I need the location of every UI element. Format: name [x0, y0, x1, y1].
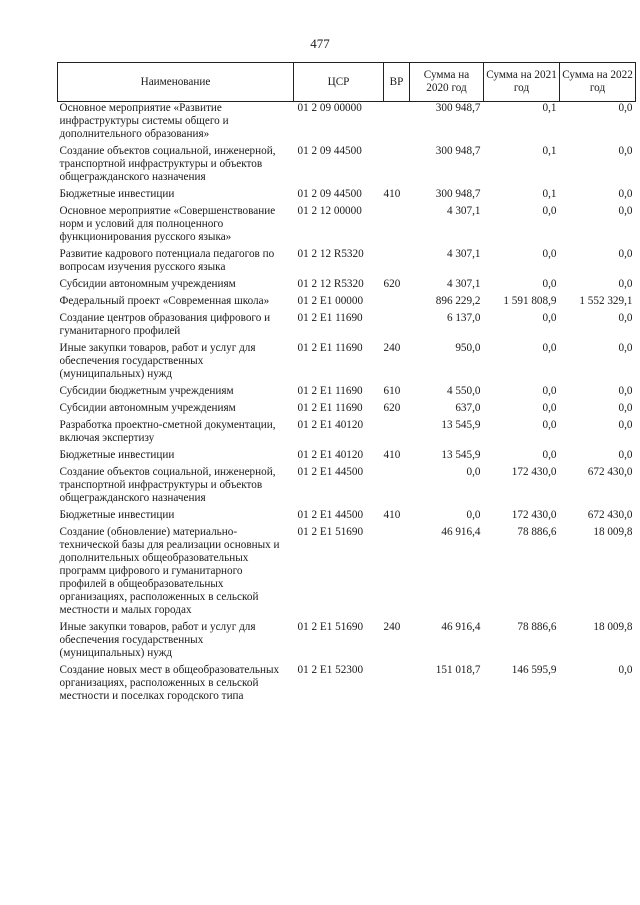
- table-row: [58, 342, 636, 381]
- cell-2021: 0,0: [542, 205, 557, 217]
- table-header: [58, 63, 636, 102]
- cell-name: Основное мероприятие «Совершенствование норм и условий для полноценного функционирования русского языка»: [59, 205, 276, 243]
- table-row: [58, 466, 636, 505]
- cell-vr: [384, 466, 410, 505]
- cell-2020: 300 948,7: [435, 145, 481, 157]
- cell-2020: 4 307,1: [446, 278, 481, 290]
- cell-csr: 01 2 E1 00000: [297, 295, 364, 307]
- cell-2022: 0,0: [618, 312, 633, 324]
- table-row: [58, 664, 636, 703]
- cell-vr: [384, 419, 410, 445]
- cell-2021: 0,0: [542, 402, 557, 414]
- table-row: [58, 621, 636, 660]
- row-spacer-cell: [58, 703, 636, 707]
- cell-2021: 0,0: [542, 419, 557, 431]
- table-row: [58, 188, 636, 201]
- cell-2020: 4 307,1: [446, 205, 481, 217]
- cell-csr: 01 2 12 R5320: [297, 248, 364, 260]
- cell-2020: 637,0: [455, 402, 481, 414]
- cell-name: Иные закупки товаров, работ и услуг для обеспечения государственных (муниципальных) нужд: [59, 342, 256, 380]
- cell-2021: 0,0: [542, 312, 557, 324]
- cell-2021: 172 430,0: [511, 509, 557, 521]
- table-row: [58, 449, 636, 462]
- cell-2021: 146 595,9: [511, 664, 557, 676]
- cell-csr: 01 2 E1 11690: [297, 385, 363, 397]
- header-2021: Сумма на 2021 год: [484, 63, 560, 102]
- cell-csr: 01 2 09 44500: [297, 188, 362, 200]
- cell-vr: 410: [383, 449, 401, 461]
- header-vr: ВР: [384, 63, 410, 102]
- cell-name: Бюджетные инвестиции: [59, 509, 175, 521]
- table-row: [58, 385, 636, 398]
- table-row: [58, 526, 636, 617]
- cell-2022: 0,0: [618, 102, 633, 114]
- table-row: [58, 145, 636, 184]
- cell-2020: 151 018,7: [435, 664, 481, 676]
- cell-vr: 410: [383, 509, 401, 521]
- cell-2021: 78 886,6: [517, 621, 557, 633]
- cell-name: Иные закупки товаров, работ и услуг для обеспечения государственных (муниципальных) нужд: [59, 621, 256, 659]
- cell-csr: 01 2 E1 52300: [297, 664, 364, 676]
- table-row: [58, 102, 636, 142]
- cell-vr: [384, 248, 410, 274]
- cell-2022: 0,0: [618, 145, 633, 157]
- cell-2022: 0,0: [618, 205, 633, 217]
- cell-vr: 240: [383, 342, 401, 354]
- cell-2020: 4 550,0: [446, 385, 481, 397]
- cell-name: Создание центров образования цифрового и гуманитарного профилей: [59, 312, 271, 337]
- cell-2022: 0,0: [618, 385, 633, 397]
- table-row: [58, 248, 636, 274]
- cell-vr: [384, 664, 410, 703]
- cell-2022: 1 552 329,1: [579, 295, 633, 307]
- cell-vr: [384, 102, 410, 142]
- cell-vr: 240: [383, 621, 401, 633]
- cell-vr: [384, 145, 410, 184]
- cell-2022: 0,0: [618, 248, 633, 260]
- cell-csr: 01 2 E1 51690: [297, 526, 364, 538]
- cell-2022: 18 009,8: [593, 621, 633, 633]
- table-row: [58, 509, 636, 522]
- cell-2022: 0,0: [618, 278, 633, 290]
- cell-name: Развитие кадрового потенциала педагогов по вопросам изучения русского языка: [59, 248, 275, 273]
- cell-name: Основное мероприятие «Развитие инфраструктуры системы общего и дополнительного образования»: [59, 102, 229, 140]
- table-row: [58, 402, 636, 415]
- cell-2020: 46 916,4: [441, 621, 481, 633]
- cell-vr: 620: [383, 402, 401, 414]
- cell-vr: [384, 295, 410, 308]
- cell-csr: 01 2 09 00000: [297, 102, 362, 114]
- cell-2020: 4 307,1: [446, 248, 481, 260]
- table-row: [58, 295, 636, 308]
- cell-2022: 0,0: [618, 664, 633, 676]
- cell-vr: 610: [383, 385, 401, 397]
- cell-2020: 300 948,7: [435, 188, 481, 200]
- cell-2020: 896 229,2: [435, 295, 481, 307]
- cell-2022: 0,0: [618, 419, 633, 431]
- cell-2020: 950,0: [455, 342, 481, 354]
- cell-2021: 0,0: [542, 342, 557, 354]
- cell-name: Бюджетные инвестиции: [59, 188, 175, 200]
- table-row: [58, 278, 636, 291]
- row-spacer: [58, 703, 636, 707]
- table-row: [58, 419, 636, 445]
- cell-2021: 0,0: [542, 449, 557, 461]
- cell-2020: 13 545,9: [441, 419, 481, 431]
- cell-vr: [384, 205, 410, 244]
- cell-2022: 672 430,0: [587, 509, 633, 521]
- cell-name: Создание объектов социальной, инженерной, транспортной инфраструктуры и объектов общегражданского назначения: [59, 466, 276, 504]
- cell-2021: 172 430,0: [511, 466, 557, 478]
- header-name: Наименование: [58, 63, 294, 102]
- cell-name: Субсидии бюджетным учреждениям: [59, 385, 234, 397]
- cell-vr: [384, 526, 410, 617]
- cell-csr: 01 2 E1 11690: [297, 312, 363, 324]
- cell-name: Бюджетные инвестиции: [59, 449, 175, 461]
- cell-2022: 672 430,0: [587, 466, 633, 478]
- cell-2021: 0,0: [542, 248, 557, 260]
- cell-2021: 1 591 808,9: [503, 295, 557, 307]
- cell-2021: 0,1: [542, 102, 557, 114]
- cell-vr: [384, 312, 410, 338]
- cell-vr: 410: [383, 188, 401, 200]
- cell-csr: 01 2 12 R5320: [297, 278, 364, 290]
- cell-2021: 0,0: [542, 385, 557, 397]
- cell-name: Субсидии автономным учреждениям: [59, 278, 236, 290]
- cell-csr: 01 2 12 00000: [297, 205, 362, 217]
- cell-name: Субсидии автономным учреждениям: [59, 402, 236, 414]
- cell-2020: 0,0: [466, 466, 481, 478]
- cell-2020: 300 948,7: [435, 102, 481, 114]
- cell-2020: 46 916,4: [441, 526, 481, 538]
- table-row: [58, 205, 636, 244]
- cell-name: Создание новых мест в общеобразовательных организациях, расположенных в сельской местности и поселках городского типа: [59, 664, 280, 702]
- table-row: [58, 312, 636, 338]
- page-number: 477: [310, 36, 330, 51]
- cell-2022: 18 009,8: [593, 526, 633, 538]
- cell-name: Разработка проектно-сметной документации, включая экспертизу: [59, 419, 276, 444]
- header-2020: Сумма на 2020 год: [410, 63, 484, 102]
- budget-table: [57, 62, 636, 707]
- cell-2020: 13 545,9: [441, 449, 481, 461]
- cell-2022: 0,0: [618, 188, 633, 200]
- cell-name: Создание (обновление) материально-технической базы для реализации основных и дополнительных общеобразовательных программ цифрового и гуманитарного профилей в общеобразовательных организациях, расположенных в сельской местности и малых городах: [59, 526, 280, 616]
- cell-2022: 0,0: [618, 342, 633, 354]
- cell-vr: 620: [383, 278, 401, 290]
- cell-csr: 01 2 E1 51690: [297, 621, 364, 633]
- cell-2022: 0,0: [618, 402, 633, 414]
- cell-csr: 01 2 E1 44500: [297, 509, 364, 521]
- cell-name: Федеральный проект «Современная школа»: [59, 295, 270, 307]
- cell-2020: 0,0: [466, 509, 481, 521]
- cell-csr: 01 2 E1 44500: [297, 466, 364, 478]
- cell-csr: 01 2 09 44500: [297, 145, 362, 157]
- cell-csr: 01 2 E1 11690: [297, 342, 363, 354]
- cell-2022: 0,0: [618, 449, 633, 461]
- cell-csr: 01 2 E1 40120: [297, 449, 364, 461]
- cell-2021: 78 886,6: [517, 526, 557, 538]
- cell-name: Создание объектов социальной, инженерной, транспортной инфраструктуры и объектов общегражданского назначения: [59, 145, 276, 183]
- cell-2021: 0,1: [542, 188, 557, 200]
- cell-2020: 6 137,0: [446, 312, 481, 324]
- cell-2021: 0,1: [542, 145, 557, 157]
- table-body: [58, 102, 636, 708]
- header-csr: ЦСР: [294, 63, 384, 102]
- cell-csr: 01 2 E1 11690: [297, 402, 363, 414]
- cell-csr: 01 2 E1 40120: [297, 419, 364, 431]
- header-2022: Сумма на 2022 год: [560, 63, 636, 102]
- cell-2021: 0,0: [542, 278, 557, 290]
